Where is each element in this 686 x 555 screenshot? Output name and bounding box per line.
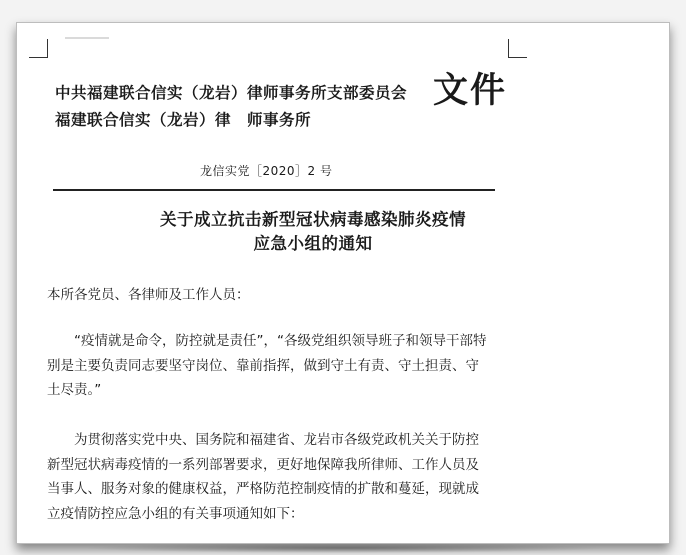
issuing-org-line-2: 福建联合信实（龙岩）律 师事务所 (55, 111, 312, 129)
paragraph-line: 立疫情防控应急小组的有关事项通知如下： (47, 505, 304, 522)
paragraph-line: 别是主要负责同志要坚守岗位、靠前指挥，做到守土有责、守土担责、守 (47, 357, 479, 374)
issuing-org-line-1: 中共福建联合信实（龙岩）律师事务所支部委员会 (55, 84, 408, 102)
crop-mark-top-right (508, 39, 527, 58)
paragraph-line: 土尽责。” (47, 382, 102, 398)
paragraph-line: 为贯彻落实党中央、国务院和福建省、龙岩市各级党政机关关于防控 (74, 432, 479, 448)
paragraph-line: “疫情就是命令，防控就是责任”，“各级党组织领导班子和领导干部特 (74, 333, 487, 349)
document-number: 龙信实党［2020］2 号 (200, 164, 333, 178)
crop-mark-top-left (29, 39, 48, 58)
salutation: 本所各党员、各律师及工作人员： (47, 287, 250, 303)
document-page[interactable] (16, 22, 670, 544)
document-type-word: 文件 (433, 71, 508, 111)
page-shadow (80, 543, 610, 553)
paragraph-purpose (47, 428, 517, 526)
paragraph-line: 新型冠状病毒疫情的一系列部署要求，更好地保障我所律师、工作人员及 (47, 456, 479, 473)
document-title (53, 208, 573, 256)
page-header-mark (65, 37, 109, 39)
paragraph-line: 当事人、服务对象的健康权益，严格防范控制疫情的扩散和蔓延，现就成 (47, 481, 479, 497)
title-line-1: 关于成立抗击新型冠状病毒感染肺炎疫情 (160, 210, 466, 229)
header-divider (53, 189, 495, 191)
paragraph-quote (47, 329, 517, 403)
title-line-2: 应急小组的通知 (253, 234, 373, 253)
